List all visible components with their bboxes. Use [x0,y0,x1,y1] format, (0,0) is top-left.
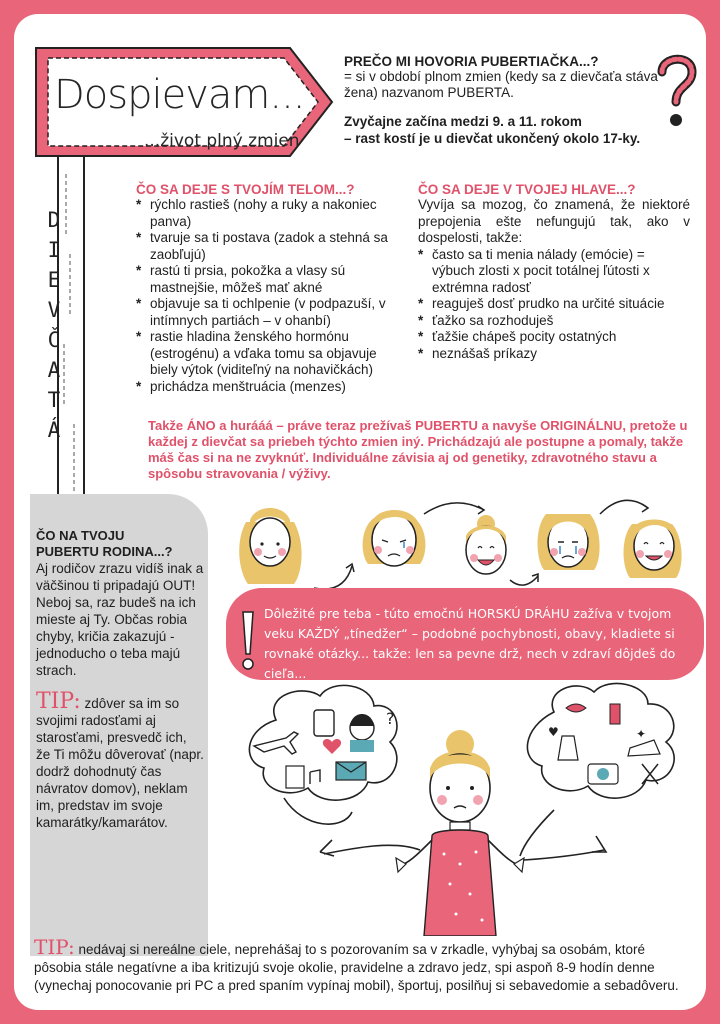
vertical-letter: D [47,208,61,232]
girl-figure [396,730,524,936]
svg-text:?: ? [386,709,395,728]
face-sad [363,510,426,566]
bottom-tip-label: TIP: [34,935,75,959]
body-section [136,182,408,395]
list-item: * rastú ti prsia, pokožka a vlasy sú mastnejšie, môžeš mať akné [136,263,408,296]
list-item: * často sa ti menia nálady (emócie) = výbuch zlosti x pocit totálnej ľútosti x extrémna radosť [418,247,690,297]
list-item: * ťažšie chápeš pocity ostatných [418,329,690,346]
vertical-word [44,209,64,441]
face-calm [239,508,301,584]
svg-text:✦: ✦ [636,727,647,741]
lipstick-icon [610,704,620,724]
family-tip [36,689,204,831]
family-content [36,528,204,831]
family-heading-1: ČO NA TVOJU [36,528,125,543]
head-heading: ČO SA DEJE V TVOJEJ HLAVE...? [418,182,636,197]
vertical-letter: E [47,268,61,292]
list-item: * tvaruje sa ti postava (zadok a stehná sa zaobľujú) [136,230,408,263]
important-text: Dôležité pre teba - túto emočnú HORSKÚ DRÁHU zažíva v tvojom veku KAŽDÝ „tínedžer“ – podobné pochybnosti, obavy, kladiete si rovnaké otázky... takže: len sa pevne drž, nech v zdraví dôjdeš do cieľa... [264,606,676,681]
face-cheerful [624,520,682,579]
poster [14,14,706,1010]
svg-text:♥: ♥ [548,725,559,739]
family-heading-2: PUBERTU RODINA...? [36,544,173,559]
vertical-letter: A [47,358,61,382]
vertical-letter: Á [47,418,61,442]
head-list [418,247,690,363]
tip-label: TIP: [36,689,81,714]
swimsuit-icon [558,736,578,760]
vertical-letter: I [47,238,61,262]
intro-bold-2: – rast kostí je u dievčat ukončený okolo 17-ky. [344,131,641,146]
page-title: Dospievam... [54,72,305,118]
list-item: * prichádza menštruácia (menzes) [136,379,408,396]
head-section [418,182,690,362]
family-text: Aj rodičov zrazu vidíš inak a väčšinou ti pripadajú OUT! Neboj sa, raz budeš na ich mieste aj Ty. Občas robia chyby, kričia zakazujú - jednoducho o teba majú strach. [36,561,204,678]
face-happy [466,515,506,574]
girl-illustration [224,680,700,936]
phone-icon [314,710,334,736]
vertical-letter: T [47,388,61,412]
note-icon [286,766,304,788]
intro-bold-1: Zvyčajne začína medzi 9. a 11. rokom [344,114,582,129]
bottom-tip-text: nedávaj si nereálne ciele, neprehášaj to s pozorovaním sa v zrkadle, vyhýbaj sa osobám, ktoré pôsobia stále negatívne a iba kritizujú svoje okolie, pravidelne a zdravo jedz, spi aspoň 8-9 hodín denne (vynechaj ponocovanie pri PC a pred spaním vypínaj mobil), športuj, posilňuj si sebavedomie a sebadôveru. [34,942,679,993]
original-puberty-text: Takže ÁNO a hurááá – práve teraz prežívaš PUBERTU a navyše ORIGINÁLNU, pretože u každej z dievčat sa priebeh týchto zmien iný. Prichádzajú ale postupne a pomaly, takže máš čas si na ne zvyknúť. Individuálne závisia aj od genetiky, zdravotného stavu a spôsobu stravovania / výživy. [148,418,688,481]
vertical-letter: V [47,298,61,322]
bottom-tip [34,935,686,995]
intro-block [344,54,664,147]
face-crying [538,514,600,570]
list-item: * objavuje sa ti ochlpenie (v podpazuší, v intímnych partiách – v ohanbí) [136,296,408,329]
list-item: * neznášaš príkazy [418,346,690,363]
page-subtitle: ...život plný zmien [144,131,300,151]
family-tip-text: zdôver sa im so svojimi radosťami aj starosťami, presvedč ich, že Ti môžu dôverovať (napr. dodrž dohodnutý čas návratov domov), neklam im, predstav im svoje kamarátky/kamarátov. [36,696,204,830]
intro-heading: PREČO MI HOVORIA PUBERTIAČKA...? [344,54,599,69]
list-item: * reaguješ dosť prudko na určité situácie [418,296,690,313]
list-item: * rastie hladina ženského hormónu (estrogénu) a vďaka tomu sa objavuje biely výtok (viditeľný na nohavičkách) [136,329,408,379]
head-intro: Vyvíja sa mozog, čo znamená, že niektoré prepojenia ešte nefungujú tak, ako v dospelosti, takže: [418,197,690,245]
list-item: * rýchlo rastieš (nohy a ruky a nakoniec panva) [136,197,408,230]
body-list [136,197,408,395]
intro-text: = si v období plnom zmien (kedy sa z dievčaťa stáva žena) nazvanom PUBERTA. [344,69,658,100]
vertical-letter: Č [47,328,61,352]
body-heading: ČO SA DEJE S TVOJÍM TELOM...? [136,182,355,197]
list-item: * ťažko sa rozhoduješ [418,313,690,330]
mood-faces [224,484,694,596]
